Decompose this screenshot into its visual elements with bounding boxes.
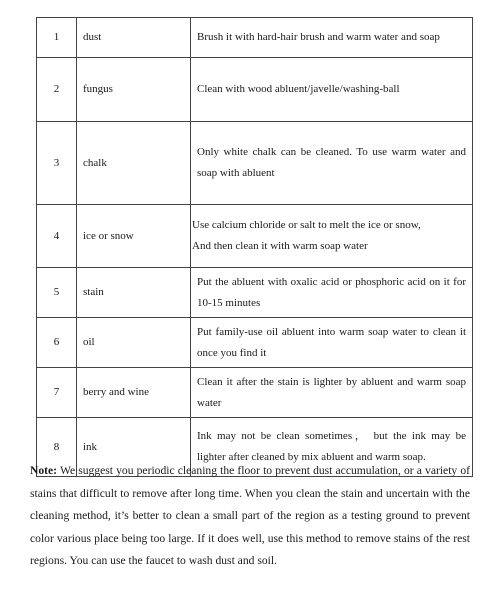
note-label: Note: [30,464,58,477]
stain-type: ink [77,418,191,477]
table-row [37,268,473,318]
cleaning-method-line: Use calcium chloride or salt to melt the ice or snow, [192,219,421,231]
note-paragraph [30,460,470,573]
stain-type: ice or snow [77,205,191,268]
stain-type: chalk [77,122,191,205]
table-row [37,18,473,58]
stain-type: oil [77,318,191,368]
cleaning-method: Brush it with hard-hair brush and warm water and soap [191,18,473,58]
cleaning-method: Put family-use oil abluent into warm soap water to clean it once you find it [191,318,473,368]
cleaning-method-line: And then clean it with warm soap water [192,240,368,252]
stain-type: fungus [77,58,191,122]
note-text: We suggest you periodic cleaning the floor to prevent dust accumulation, or a variety of stains that difficult to remove after long time. When you clean the stain and uncertain with the cleaning method, it’s better to clean a small part of the region as a testing ground to prevent color various place being too large. If it does well, use this method to remove stains of the rest regions. You can use the faucet to wash dust and soil. [30,464,470,567]
stain-type: stain [77,268,191,318]
row-number: 7 [37,368,77,418]
row-number: 3 [37,122,77,205]
cleaning-method: Clean with wood abluent/javelle/washing-ball [191,58,473,122]
cleaning-method: Clean it after the stain is lighter by abluent and warm soap water [191,368,473,418]
table-row [37,58,473,122]
table-row [37,205,473,268]
row-number: 6 [37,318,77,368]
row-number: 4 [37,205,77,268]
cleaning-method: Ink may not be clean sometimes， but the ink may be lighter after cleaned by mix abluent and warm soap. [191,418,473,477]
cleaning-method: Put the abluent with oxalic acid or phosphoric acid on it for 10-15 minutes [191,268,473,318]
row-number: 1 [37,18,77,58]
row-number: 8 [37,418,77,477]
stain-type: berry and wine [77,368,191,418]
table-row [37,122,473,205]
stain-type: dust [77,18,191,58]
row-number: 2 [37,58,77,122]
table-row [37,318,473,368]
table-row [37,368,473,418]
cleaning-method: Only white chalk can be cleaned. To use warm water and soap with abluent [191,122,473,205]
cleaning-method [191,205,473,268]
stain-cleaning-table [36,17,473,477]
row-number: 5 [37,268,77,318]
